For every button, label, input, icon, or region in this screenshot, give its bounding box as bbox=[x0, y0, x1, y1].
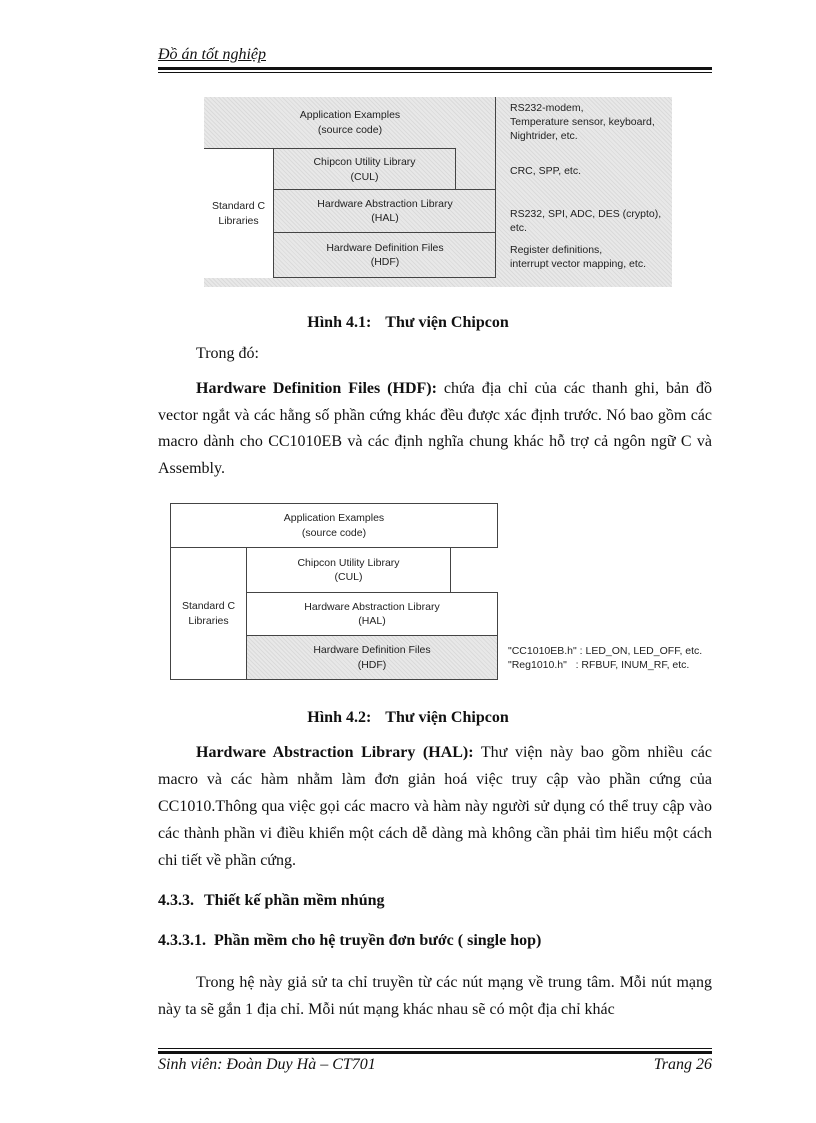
figure-2-caption-number: Hình 4.2: bbox=[307, 709, 372, 726]
fig1-cul-box: Chipcon Utility Library (CUL) bbox=[274, 148, 456, 190]
fig1-right-divider bbox=[495, 97, 496, 278]
fig2-note-headers: "CC1010EB.h" : LED_ON, LED_OFF, etc. "Reg1010.h" : RFBUF, INUM_RF, etc. bbox=[508, 645, 703, 672]
header-rule-thick bbox=[158, 67, 712, 70]
fig1-app-examples-box: Application Examples (source code) bbox=[299, 109, 401, 136]
hal-term: Hardware Abstraction Library (HAL): bbox=[196, 744, 474, 761]
page-header-title: Đồ án tốt nghiệp bbox=[158, 46, 266, 63]
fig1-hdf-box: Hardware Definition Files (HDF) bbox=[274, 233, 496, 278]
fig1-note-hal: RS232, SPI, ADC, DES (crypto), etc. bbox=[510, 208, 662, 235]
fig1-note-cul: CRC, SPP, etc. bbox=[510, 165, 581, 177]
fig2-standard-c-box: Standard C Libraries bbox=[170, 547, 247, 680]
hdf-description: chứa địa chỉ của các thanh ghi, bản đồ vector ngắt và các hằng số phần cứng khác đều được xác định trước. Nó bao gồm các macro dành cho CC1010EB và các định nghĩa chung khác hỗ trợ cả ngôn ngữ C và Assembly. bbox=[158, 380, 712, 477]
fig2-app-examples-box: Application Examples (source code) bbox=[170, 503, 498, 548]
footer-rule-thick bbox=[158, 1051, 712, 1054]
hal-description: Thư viện này bao gồm nhiều các macro và các hàm nhằm làm đơn giản hoá việc truy cập vào phần cứng của CC1010.Thông qua việc gọi các macro và hàm này người sử dụng có thể truy cập vào các thành phần vi điều khiển một cách dễ dàng mà không cần phải tìm hiểu một cách chi tiết về phần cứng. bbox=[158, 744, 712, 869]
footer-student: Sinh viên: Đoàn Duy Hà – CT701 bbox=[158, 1056, 376, 1073]
figure-1-caption bbox=[0, 314, 816, 332]
subsection-title: Phần mềm cho hệ truyền đơn bước ( single hop) bbox=[214, 932, 542, 949]
fig1-standard-c-box: Standard C Libraries bbox=[204, 148, 274, 278]
footer-page-number: Trang 26 bbox=[653, 1056, 712, 1073]
fig1-note-app: RS232-modem, Temperature sensor, keyboard, Nightrider, etc. bbox=[510, 102, 655, 143]
subsection-number: 4.3.3.1. bbox=[158, 932, 206, 949]
figure-1-caption-title: Thư viện Chipcon bbox=[385, 314, 509, 331]
section-heading bbox=[158, 892, 385, 910]
figure-2-caption bbox=[0, 709, 816, 727]
figure-1-caption-number: Hình 4.1: bbox=[307, 314, 372, 331]
fig2-hal-box: Hardware Abstraction Library (HAL) bbox=[246, 592, 498, 636]
figure-2-caption-title: Thư viện Chipcon bbox=[385, 709, 509, 726]
figure-1-diagram bbox=[204, 97, 672, 287]
figure-2-diagram bbox=[170, 503, 715, 681]
subsection-heading bbox=[158, 932, 541, 950]
hal-paragraph bbox=[158, 739, 712, 874]
body-paragraph: Trong hệ này giả sử ta chỉ truyền từ các nút mạng về trung tâm. Mỗi nút mạng này ta sẽ gắn 1 địa chỉ. Mỗi nút mạng khác nhau sẽ có một địa chỉ khác bbox=[158, 974, 712, 1018]
hdf-term: Hardware Definition Files (HDF): bbox=[196, 380, 437, 397]
footer-rule-thin bbox=[158, 1048, 712, 1049]
fig2-cul-box: Chipcon Utility Library (CUL) bbox=[246, 547, 451, 593]
header-rule-thin bbox=[158, 72, 712, 73]
fig1-note-hdf: Register definitions, interrupt vector mapping, etc. bbox=[510, 244, 646, 271]
fig1-hal-box: Hardware Abstraction Library (HAL) bbox=[274, 189, 496, 233]
intro-text: Trong đó: bbox=[196, 345, 259, 362]
fig2-hdf-box: Hardware Definition Files (HDF) bbox=[246, 635, 498, 680]
section-title: Thiết kế phần mềm nhúng bbox=[204, 892, 385, 909]
section-number: 4.3.3. bbox=[158, 892, 194, 909]
hdf-paragraph bbox=[158, 376, 712, 482]
